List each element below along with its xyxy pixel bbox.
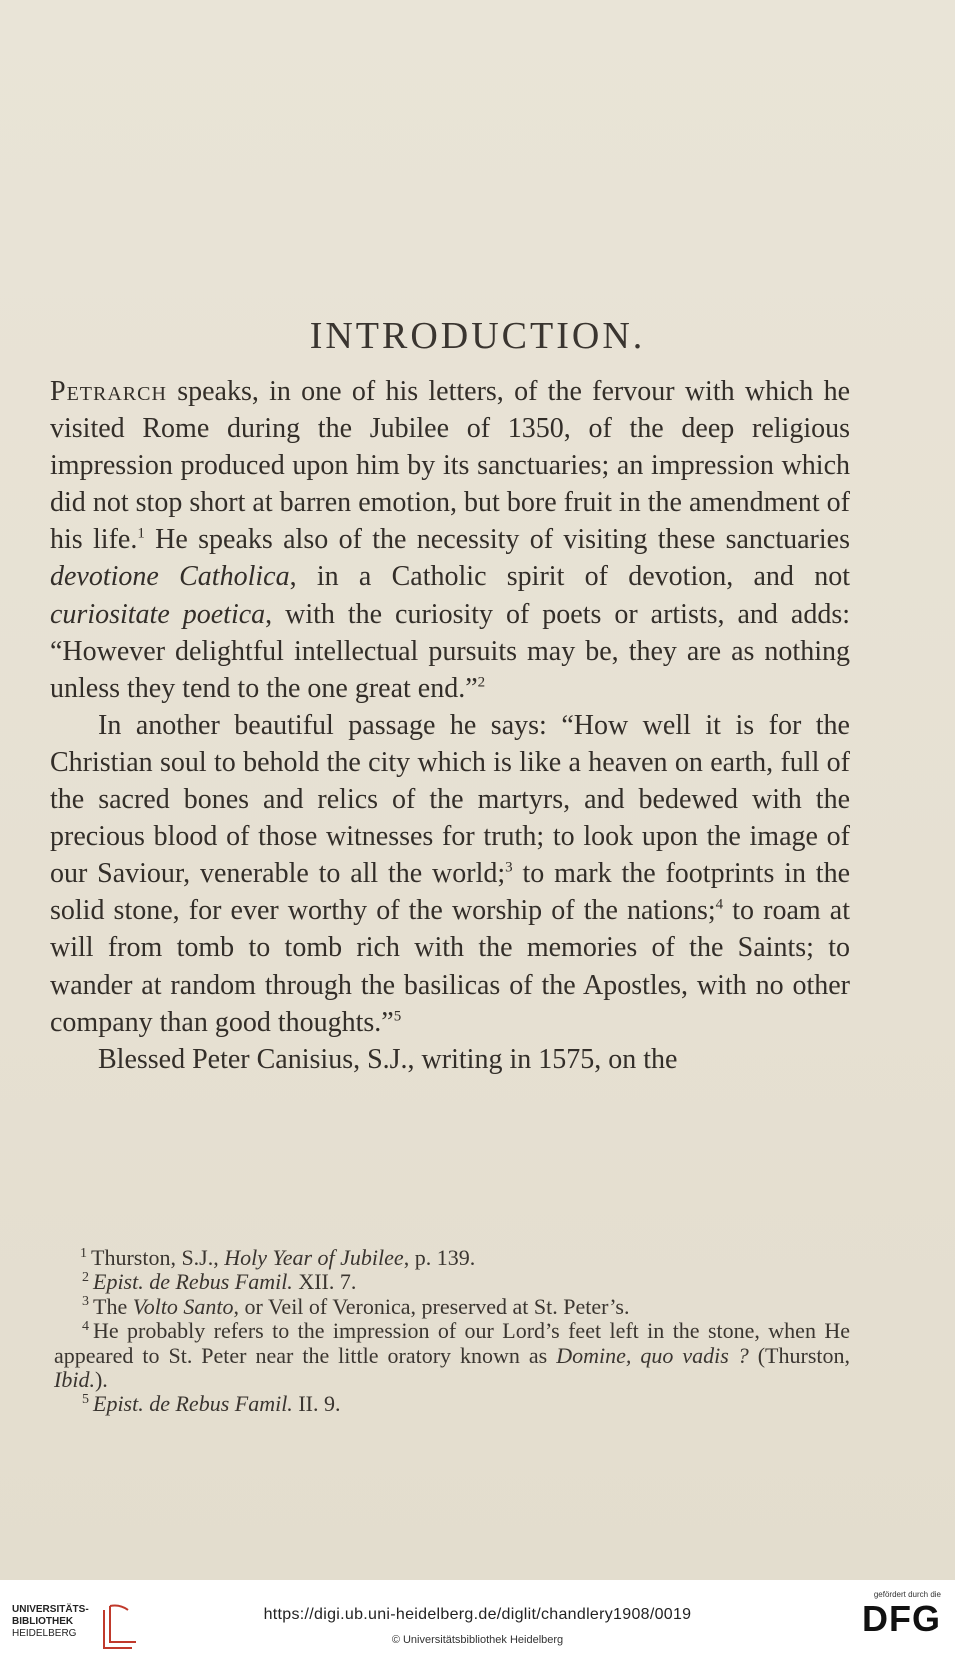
footnote	[54, 1319, 850, 1392]
footnote-text: The	[93, 1293, 133, 1319]
library-name-line1: UNIVERSITÄTS-	[12, 1604, 89, 1615]
footnote-mark: 4	[82, 1318, 89, 1334]
footnote-italic: Volto Santo	[132, 1293, 234, 1319]
footnote-text: II. 9.	[292, 1391, 341, 1417]
paragraph-2	[50, 707, 850, 1041]
footnote-ref-2: 2	[477, 674, 486, 691]
footnote-text: , p. 139.	[403, 1245, 476, 1270]
footnote-mark: 5	[82, 1392, 89, 1408]
footnote	[54, 1392, 850, 1416]
footer-bar	[0, 1580, 955, 1660]
paragraph-2-text-a: In another beautiful passage he says: “How well it is for the Christian soul to behold the city which is like a heaven on earth, full of the sacred bones and relics of the martyrs, and bedewed with the precious blood of those witnesses for truth; to look upon the image of our Saviour, venerable to all the world;	[50, 709, 850, 890]
dfg-logo: DFG	[862, 1598, 941, 1639]
footnote-ref-1: 1	[137, 526, 145, 543]
italic-devotione-catholica: devotione Catholica	[50, 561, 290, 593]
funder-note: gefördert durch die	[873, 1590, 941, 1599]
paragraph-1-text-d: , with the curiosity of poets or artists, and adds: “However delightful intellectual pursuits may be, they are as nothing unless they tend to the one great end.”	[50, 598, 850, 704]
library-name-line3: HEIDELBERG	[12, 1628, 77, 1639]
footnote-text: (Thurston,	[748, 1342, 850, 1368]
footnote-mark: 3	[82, 1294, 89, 1310]
copyright-text: © Universitätsbibliothek Heidelberg	[391, 1634, 564, 1646]
paragraph-3: Blessed Peter Canisius, S.J., writing in 1575, on the	[98, 1043, 678, 1075]
paragraph-1-text-a: speaks, in one of his letters, of the fervour with which he visited Rome during the Jubilee of 1350, of the deep religious impression produced upon him by its sanctuaries; an impression which did not stop short at barren emotion, but bore fruit in the amendment of his life.	[50, 376, 850, 556]
paragraph-1	[50, 373, 850, 707]
footnote-italic: Domine, quo vadis ?	[556, 1342, 749, 1368]
footnote-italic: Epist. de Rebus Famil.	[93, 1391, 293, 1417]
footnote-ref-5: 5	[393, 1008, 402, 1025]
footnote	[54, 1270, 850, 1294]
footnote-ref-4: 4	[715, 896, 724, 913]
footnote-text: ).	[94, 1367, 108, 1393]
document-url-link[interactable]: https://digi.ub.uni-heidelberg.de/diglit/chandlery1908/0019	[263, 1606, 692, 1623]
body-text	[50, 373, 850, 1078]
footnote-text: He probably refers to the impression of our Lord’s feet left in the stone, when He appeared to St. Peter near the little oratory known as	[54, 1318, 850, 1368]
library-name-line2: BIBLIOTHEK	[12, 1616, 74, 1627]
paragraph-1-text-b: He speaks also of the necessity of visiting these sanctuaries	[144, 524, 850, 556]
footnote-text: Thurston, S.J.,	[91, 1245, 225, 1270]
footnote-italic: Ibid.	[54, 1367, 95, 1393]
paragraph-2-text-c: to roam at will from tomb to tomb rich with the memories of the Saints; to wander at random through the basilicas of the Apostles, with no other company than good thoughts.”	[50, 895, 850, 1038]
footnote-italic: Epist. de Rebus Famil.	[93, 1269, 293, 1295]
footnote-text: XII. 7.	[292, 1269, 357, 1295]
paragraph-1-text-c: , in a Catholic spirit of devotion, and not	[289, 561, 850, 593]
footnotes	[54, 1246, 850, 1417]
paragraph-2-text-b: to mark the footprints in the solid stone, for ever worthy of the worship of the nations;	[50, 858, 850, 927]
footnote-mark: 2	[82, 1270, 89, 1286]
footnote-text: , or Veil of Veronica, preserved at St. Peter’s.	[233, 1293, 630, 1319]
footnote	[54, 1295, 850, 1319]
footnote-mark: 1	[80, 1245, 87, 1261]
italic-curiositate-poetica: curiositate poetica	[50, 598, 266, 630]
funder-block[interactable]	[841, 1590, 941, 1639]
footnote-italic: Holy Year of Jubilee	[224, 1245, 404, 1270]
footnote-ref-3: 3	[505, 859, 513, 876]
footnote	[54, 1246, 850, 1270]
chapter-heading: INTRODUCTION.	[309, 315, 646, 357]
opening-word: Petrarch	[50, 376, 167, 407]
